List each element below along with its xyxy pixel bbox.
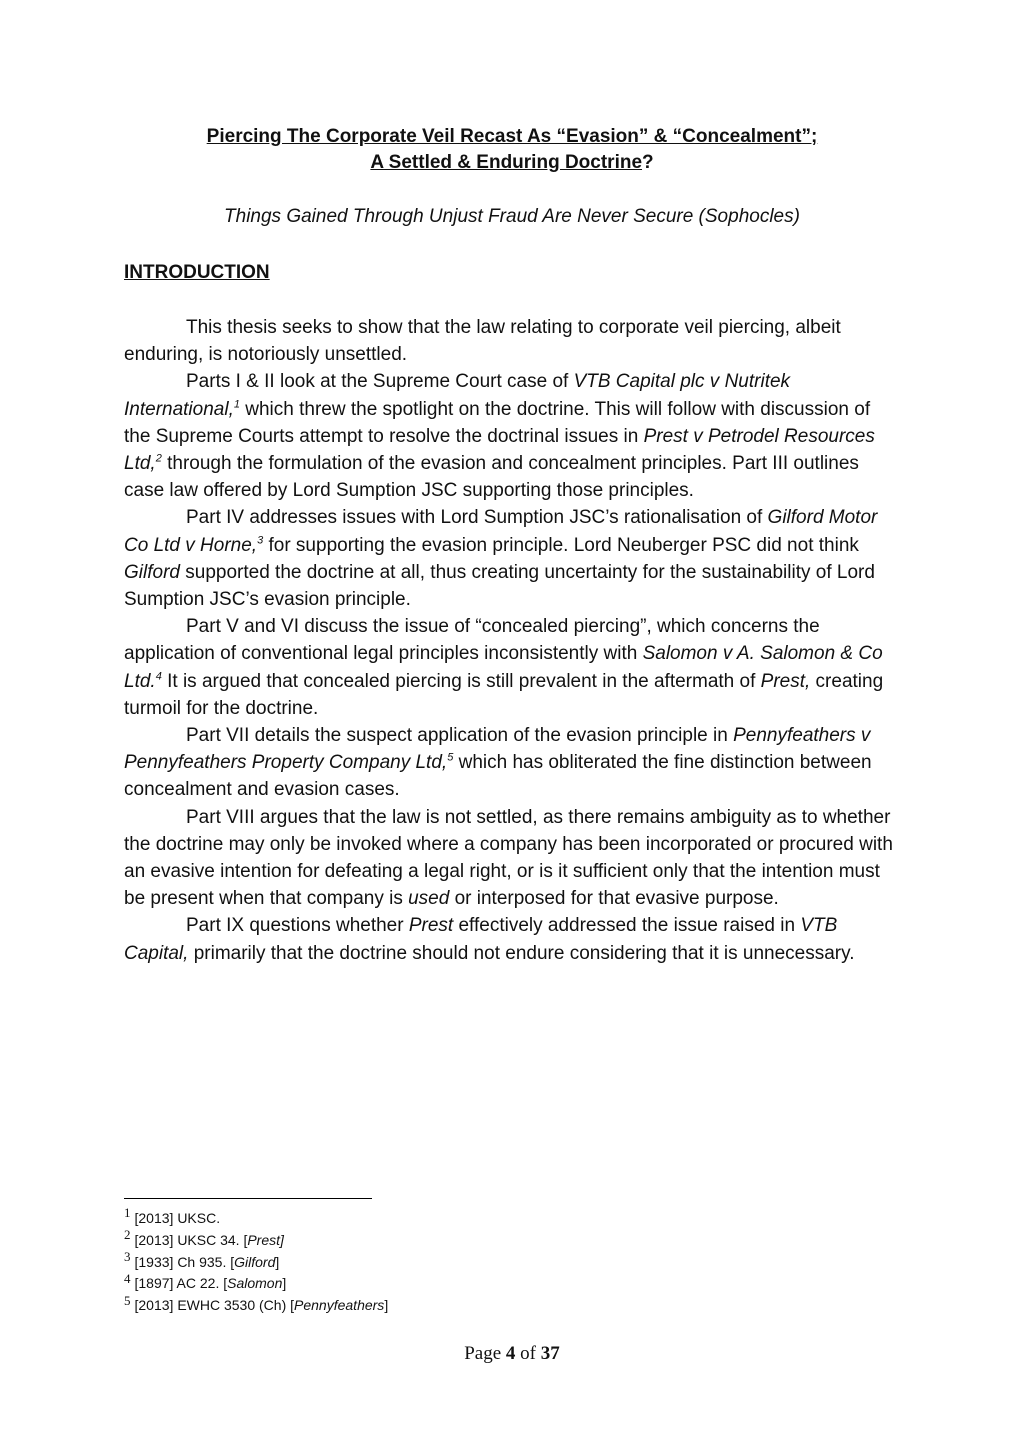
emphasis-used: used [408, 888, 450, 910]
footnote-ref-5[interactable]: 5 [447, 751, 454, 764]
title-question-mark: ? [642, 152, 654, 173]
document-title [124, 124, 900, 176]
footnote-text: [2013] EWHC 3530 (Ch) [ [134, 1297, 295, 1314]
page-number-total: 37 [540, 1343, 560, 1364]
footnotes [124, 1205, 724, 1317]
case-name-prest: Prest v Petrodel Resources Ltd, [124, 425, 875, 475]
paragraph-2-text: Parts I & II look at the Supreme Court case of [186, 371, 574, 393]
paragraph-3-text: for supporting the evasion principle. Lord Neuberger PSC did not think [263, 534, 859, 556]
footnote-text: [2013] UKSC. [134, 1210, 221, 1226]
footnote-bracket: ] [282, 1275, 287, 1292]
paragraph-7-text: effectively addressed the issue raised in [453, 915, 801, 937]
footnote-1 [124, 1205, 724, 1230]
paragraph-2-text: which threw the spotlight on the doctrine. This will follow with discussion of the Supreme Courts attempt to resolve the doctrinal issues in [124, 398, 871, 447]
footnote-short-name: Gilford [234, 1253, 276, 1270]
paragraph-6-text: Part VIII argues that the law is not settled, as there remains ambiguity as to whether the doctrine may only be invoked where a company has been incorporated or procured with an evasive intention for defeating a legal right, or is it sufficient only that the intention must be present when that company is [124, 806, 893, 910]
footnote-separator [124, 1198, 372, 1199]
case-name-vtb: VTB Capital plc v Nutritek International, [124, 371, 791, 420]
paragraph-2 [124, 368, 900, 504]
paragraph-7-text: Part IX questions whether [186, 915, 409, 937]
footnote-ref-3[interactable]: 3 [257, 534, 264, 547]
epigraph: Things Gained Through Unjust Fraud Are Never Secure (Sophocles) [224, 206, 800, 227]
footnote-text: [1897] AC 22. [ [134, 1275, 228, 1292]
paragraph-5-text: which has obliterated the fine distinction between concealment and evasion cases. [124, 752, 872, 801]
footnote-number: 4 [124, 1270, 131, 1286]
footnote-ref-4[interactable]: 4 [155, 670, 162, 683]
footnote-3 [124, 1248, 724, 1274]
page-number-current: 4 [505, 1343, 516, 1364]
page-number-prefix: Page [464, 1343, 506, 1364]
footnote-2 [124, 1227, 724, 1252]
footnote-short-name: Prest] [247, 1231, 284, 1248]
title-line-2: A Settled & Enduring Doctrine [370, 152, 643, 173]
case-name-prest-short: Prest, [760, 670, 811, 692]
paragraph-4 [124, 613, 900, 722]
footnote-text: [2013] UKSC 34. [ [134, 1231, 248, 1248]
case-name-gilford: Gilford Motor Co Ltd v Horne, [124, 507, 878, 556]
footnote-4 [124, 1270, 724, 1295]
footnote-short-name: Salomon [227, 1275, 283, 1292]
paragraph-7-text: primarily that the doctrine should not endure considering that it is unnecessary. [188, 942, 855, 964]
footnote-short-name: Pennyfeathers [294, 1297, 385, 1314]
title-line-1: Piercing The Corporate Veil Recast As “Evasion” & “Concealment”; [206, 126, 818, 147]
footnote-number: 3 [124, 1248, 131, 1264]
footnote-ref-2[interactable]: 2 [155, 452, 162, 465]
footnote-number: 5 [124, 1292, 131, 1308]
case-name-vtb-ref: VTB Capital, [124, 915, 838, 964]
section-heading: INTRODUCTION [124, 262, 270, 283]
paragraph-2-text: through the formulation of the evasion and concealment principles. Part III outlines case law offered by Lord Sumption JSC supporting those principles. [124, 453, 859, 502]
paragraph-3-text: Part IV addresses issues with Lord Sumption JSC’s rationalisation of [186, 507, 768, 529]
paragraph-1-text: This thesis seeks to show that the law relating to corporate veil piercing, albeit enduring, is notoriously unsettled. [124, 317, 841, 366]
footnote-5 [124, 1292, 724, 1317]
paragraph-4-text: It is argued that concealed piercing is still prevalent in the aftermath of [161, 670, 761, 692]
body-text [124, 314, 900, 967]
footnote-bracket: ] [275, 1253, 280, 1270]
case-name-prest-ref: Prest [408, 915, 454, 937]
footnote-number: 1 [124, 1205, 131, 1221]
paragraph-3 [124, 504, 900, 613]
page-number-of: of [515, 1343, 541, 1364]
footnote-number: 2 [124, 1227, 131, 1243]
footnote-text: [1933] Ch 935. [ [134, 1253, 235, 1270]
paragraph-4-text: Part V and VI discuss the issue of “concealed piercing”, which concerns the application of conventional legal principles inconsistently with [124, 616, 820, 665]
paragraph-7 [124, 912, 900, 966]
paragraph-4-text: creating turmoil for the doctrine. [124, 670, 884, 719]
paragraph-6 [124, 804, 900, 913]
paragraph-5-text: Part VII details the suspect application of the evasion principle in [186, 725, 734, 747]
footnote-bracket: ] [384, 1297, 389, 1314]
case-name-salomon: Salomon v A. Salomon & Co Ltd. [124, 643, 883, 692]
case-name-gilford-short: Gilford [124, 561, 180, 583]
footnote-ref-1[interactable]: 1 [233, 398, 240, 411]
paragraph-1 [124, 314, 900, 368]
paragraph-5 [124, 722, 900, 804]
paragraph-6-text: or interposed for that evasive purpose. [449, 888, 779, 910]
case-name-pennyfeathers: Pennyfeathers v Pennyfeathers Property Company Ltd, [124, 725, 871, 774]
page-number [0, 1342, 1024, 1366]
paragraph-3-text: supported the doctrine at all, thus creating uncertainty for the sustainability of Lord Sumption JSC’s evasion principle. [124, 561, 875, 611]
